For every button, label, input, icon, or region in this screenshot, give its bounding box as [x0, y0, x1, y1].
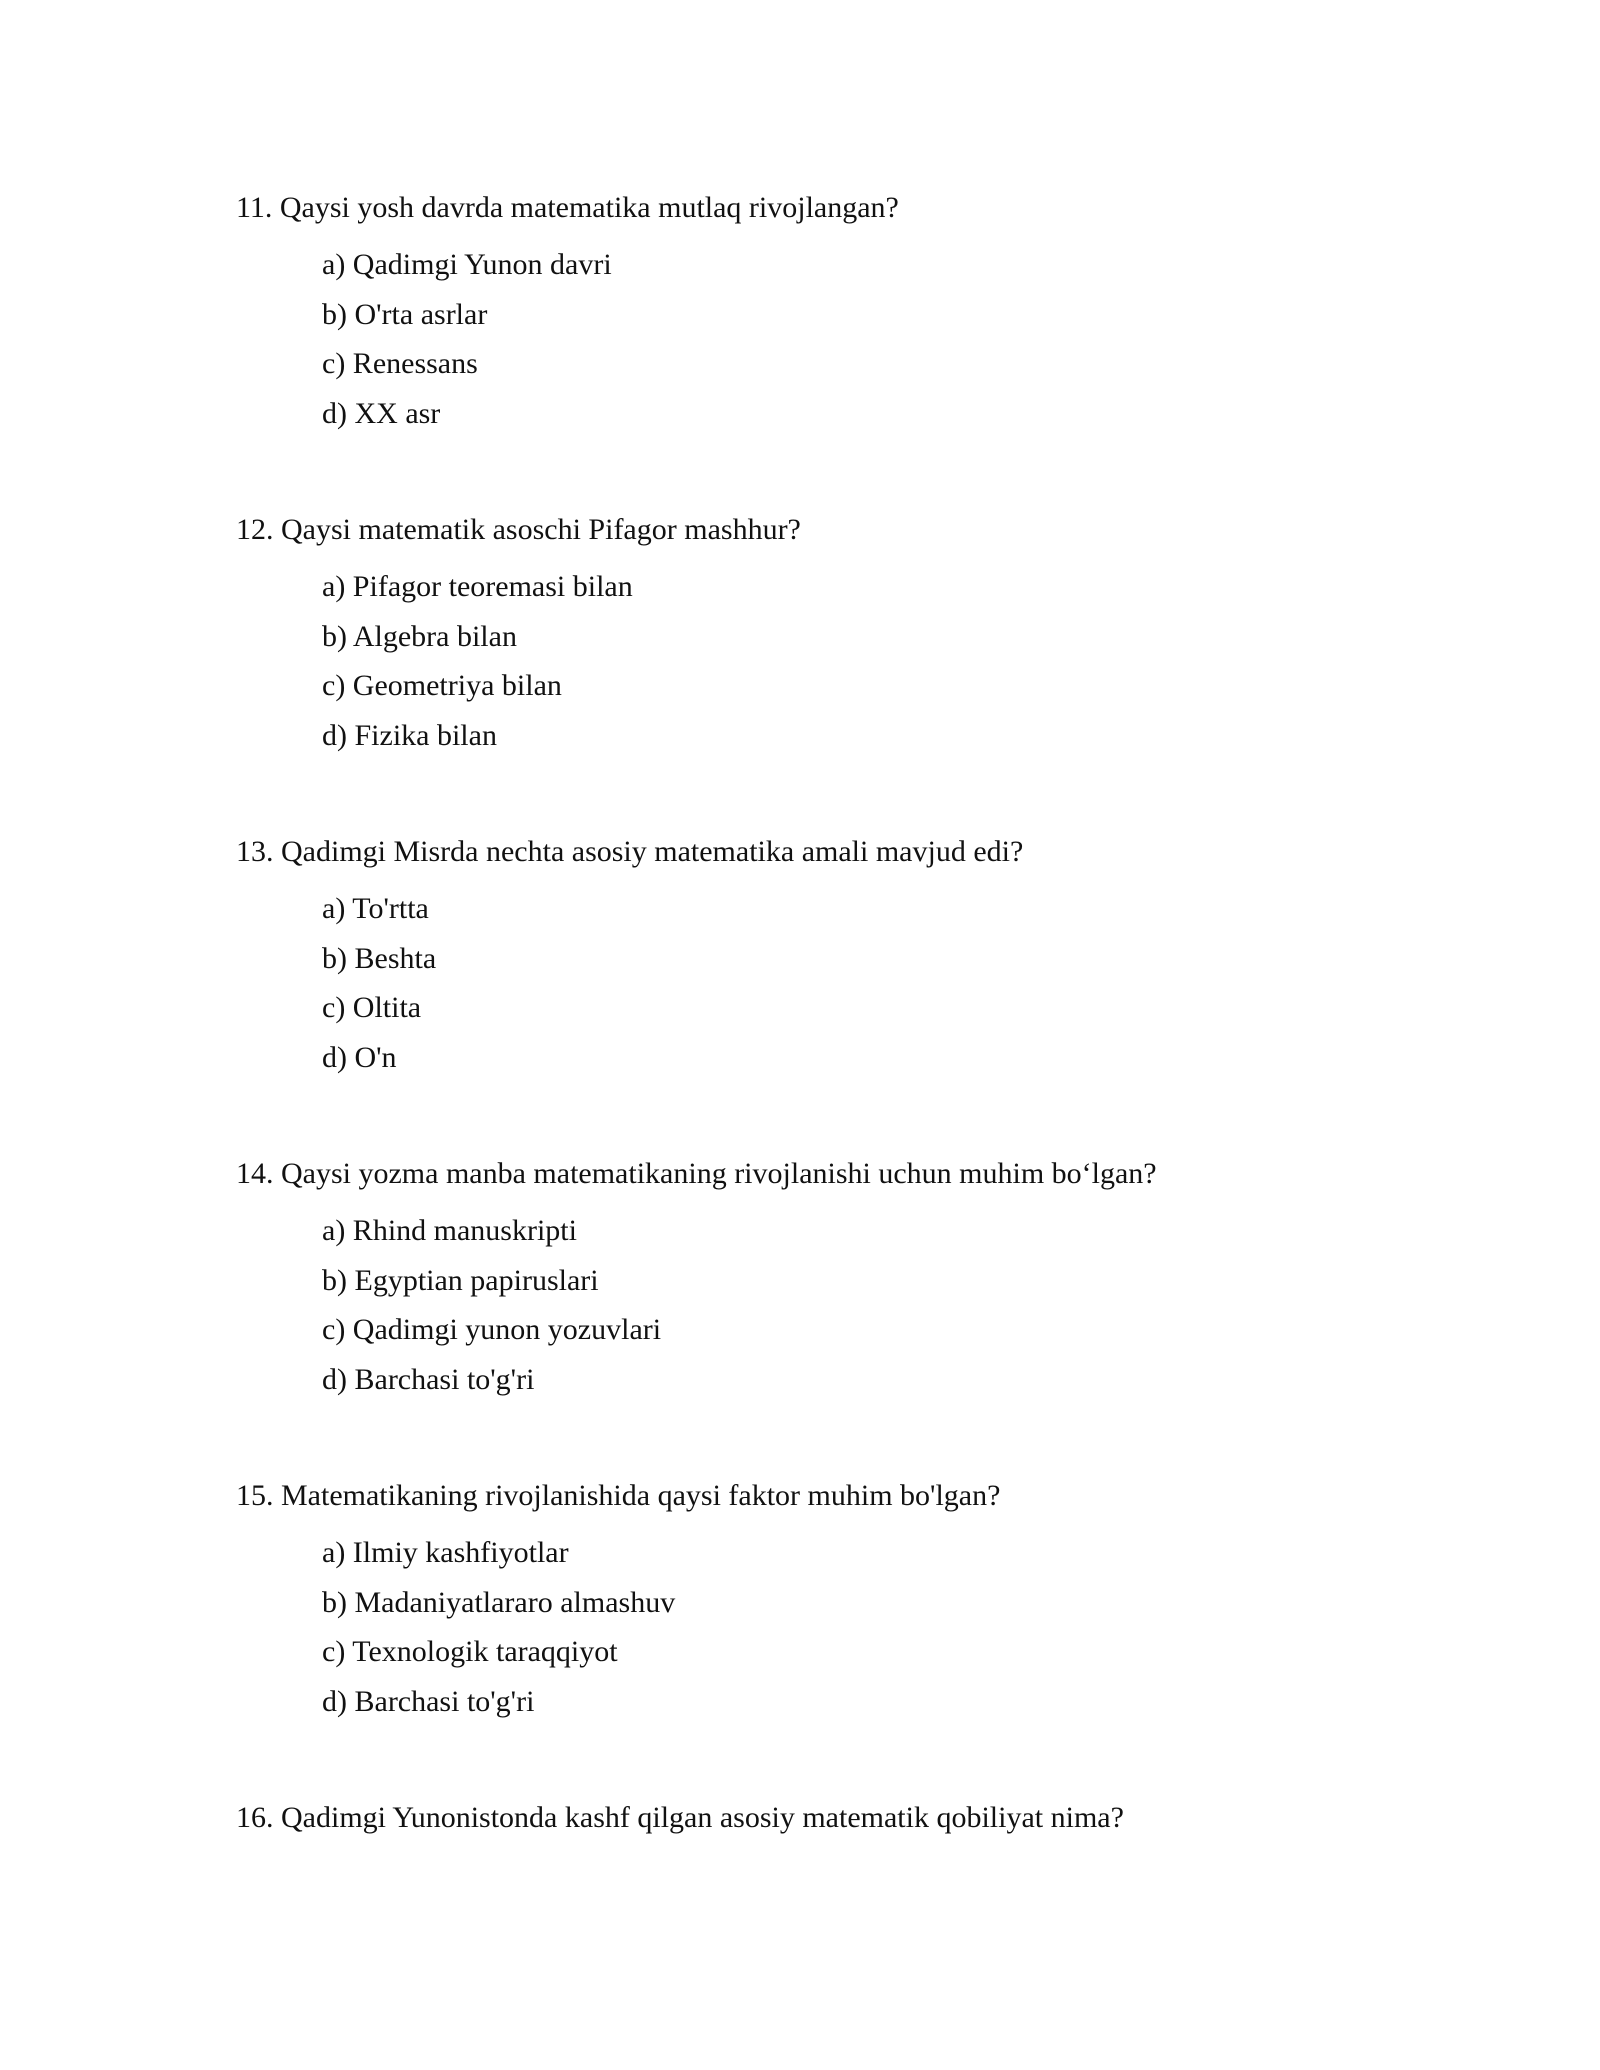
question-11 — [236, 190, 1436, 445]
question-text: 13. Qadimgi Misrda nechta asosiy matematika amali mavjud edi? — [236, 835, 1024, 868]
answer-options — [236, 247, 1436, 432]
option-b: b) Madaniyatlararo almashuv — [322, 1585, 676, 1619]
question-14 — [236, 1156, 1436, 1411]
option-d: d) O'n — [322, 1040, 397, 1074]
option-b: b) Beshta — [322, 941, 437, 975]
option-b: b) O'rta asrlar — [322, 297, 488, 331]
option-c: c) Renessans — [322, 347, 478, 380]
option-b: b) Egyptian papiruslari — [322, 1263, 599, 1297]
question-12 — [236, 512, 1436, 767]
question-15 — [236, 1478, 1436, 1733]
answer-options — [236, 891, 1436, 1076]
option-c: c) Oltita — [322, 991, 422, 1024]
option-d: d) Barchasi to'g'ri — [322, 1362, 535, 1396]
question-text: 15. Matematikaning rivojlanishida qaysi faktor muhim bo'lgan? — [236, 1479, 1001, 1512]
option-d: d) Fizika bilan — [322, 718, 497, 752]
option-a: a) Rhind manuskripti — [322, 1214, 577, 1247]
option-c: c) Qadimgi yunon yozuvlari — [322, 1313, 662, 1346]
question-text: 12. Qaysi matematik asoschi Pifagor mashhur? — [236, 513, 801, 546]
option-a: a) To'rtta — [322, 892, 429, 925]
question-16 — [236, 1800, 1436, 1836]
option-b: b) Algebra bilan — [322, 619, 517, 653]
answer-options — [236, 1535, 1436, 1720]
option-d: d) Barchasi to'g'ri — [322, 1684, 535, 1718]
option-c: c) Texnologik taraqqiyot — [322, 1635, 618, 1668]
option-d: d) XX asr — [322, 396, 441, 430]
option-c: c) Geometriya bilan — [322, 669, 562, 702]
question-13 — [236, 834, 1436, 1089]
option-a: a) Pifagor teoremasi bilan — [322, 570, 633, 603]
option-a: a) Qadimgi Yunon davri — [322, 248, 612, 281]
question-text: 14. Qaysi yozma manba matematikaning rivojlanishi uchun muhim bo‘lgan? — [236, 1157, 1157, 1190]
option-a: a) Ilmiy kashfiyotlar — [322, 1536, 569, 1569]
question-text: 11. Qaysi yosh davrda matematika mutlaq rivojlangan? — [236, 191, 899, 224]
answer-options — [236, 1213, 1436, 1398]
question-text: 16. Qadimgi Yunonistonda kashf qilgan asosiy matematik qobiliyat nima? — [236, 1801, 1124, 1834]
answer-options — [236, 569, 1436, 754]
